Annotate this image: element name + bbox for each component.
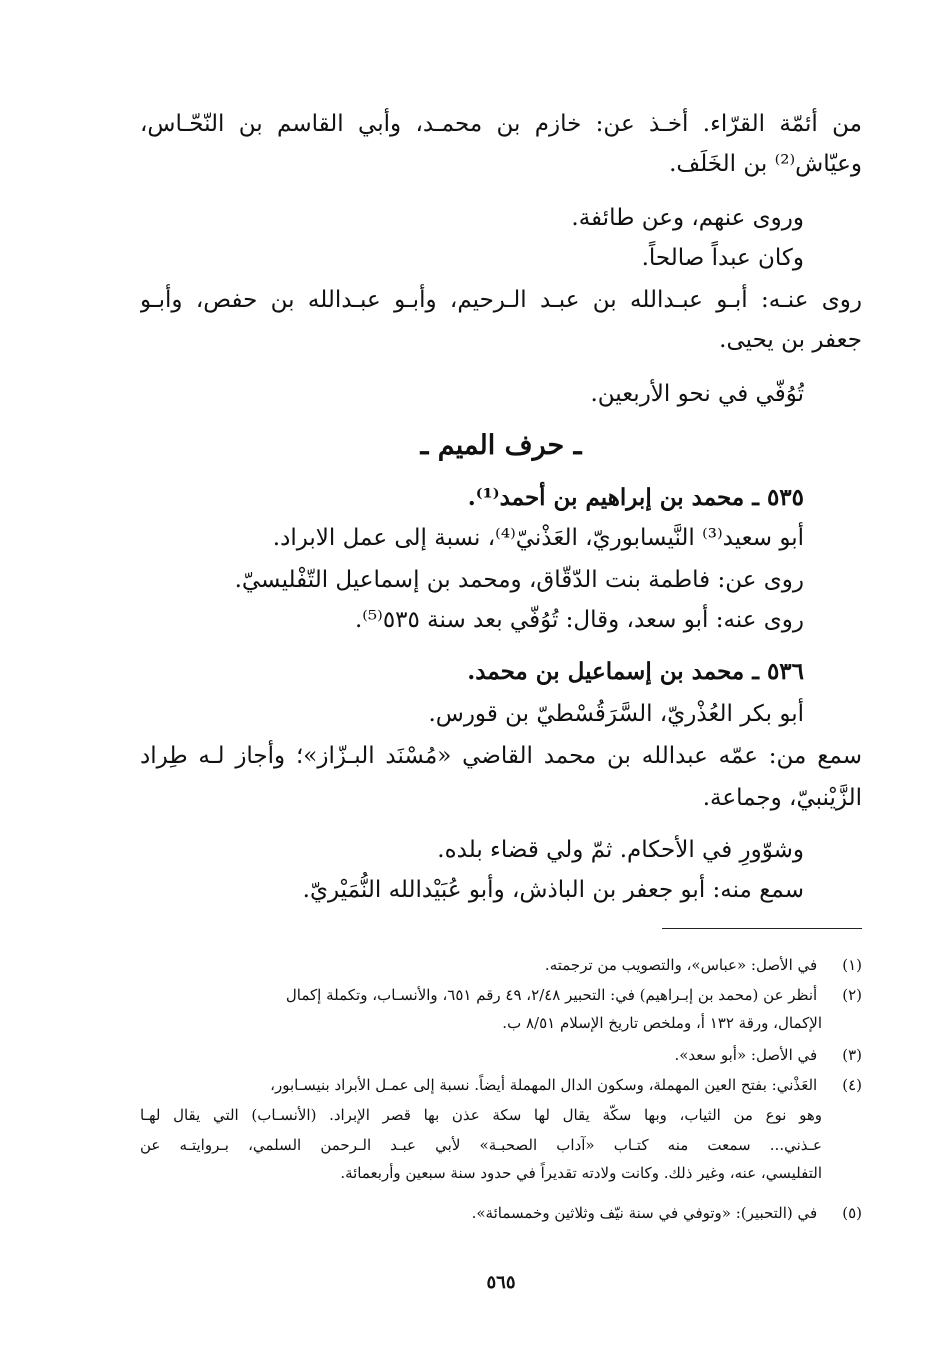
text-line: وشوّورِ في الأحكام. ثمّ ولي قضاء بلده. [437, 837, 804, 863]
footnote [140, 1072, 862, 1098]
text-line: سمع من: عمّه عبدالله بن محمد القاضي «مُسْنَد البـزّاز»؛ وأجاز لـه طِراد [140, 743, 862, 769]
footnote [140, 1042, 862, 1068]
footnote-text: في الأصل: «أبو سعد». [674, 1046, 818, 1064]
footnote-text: في الأصل: «عباس»، والتصويب من ترجمته. [544, 956, 818, 974]
page-number: ٥٦٥ [486, 1272, 516, 1293]
text-line: تُوُفّي في نحو الأربعين. [590, 381, 804, 407]
footnote-text: وهو نوع من الثياب، وبها سكّة يقال لها سكة عذن بها قصر الإبراد. (الأنسـاب) التي يقال لهـا [140, 1106, 822, 1124]
text-line: من أئمّة القرّاء. أخـذ عن: خازم بن محمـد، وأبي القاسم بن النّحّـاس، [140, 111, 862, 137]
text-line: وعيّاش⁽²⁾ بن الخَلَف. [669, 151, 862, 177]
footnote-text: الإكمال، ورقة ١٣٢ أ، وملخص تاريخ الإسلام ٨/٥١ ب. [502, 1014, 822, 1032]
footnote-number: (٤) [842, 1076, 862, 1094]
text-line: وروى عنهم، وعن طائفة. [571, 205, 804, 231]
footnote [140, 1200, 862, 1226]
text-line: أبو بكر العُذْريّ، السَّرَقُسْطيّ بن قورس. [428, 701, 804, 727]
footnote-text: العَذْني: بفتح العين المهملة، وسكون الدال المهملة أيضاً. نسبة إلى عمـل الأبراد بنيسـابور، [270, 1076, 818, 1094]
footnote-text: التفليسي، عنه، وغير ذلك. وكانت ولادته تقديراً في حدود سنة سبعين وأربعمائة. [340, 1164, 822, 1182]
text-line: أبو سعيد⁽³⁾ النَّيسابوريّ، العَذْنيّ⁽⁴⁾، نسبة إلى عمل الابراد. [272, 525, 804, 551]
footnote-text: عـذني... سمعت منه كتـاب «آداب الصحبـة» لأبي عبـد الـرحمن السلمي، بـروايتـه عن [140, 1136, 822, 1154]
footnote-number: (٣) [842, 1046, 862, 1064]
footnote-number: (٢) [842, 986, 862, 1004]
text-line: الزَّيْنبيّ، وجماعة. [702, 785, 862, 811]
text-line: روى عن: فاطمة بنت الدّقّاق، ومحمد بن إسماعيل التّفْليسيّ. [234, 567, 804, 593]
footnote [140, 982, 862, 1008]
footnote-text: في (التحبير): «وتوفي في سنة نيّف وثلاثين وخمسمائة». [471, 1204, 818, 1222]
footnote-divider [662, 928, 862, 929]
text-line: روى عنه: أبو سعد، وقال: تُوُفّي بعد سنة ٥٣٥⁽⁵⁾. [354, 607, 804, 633]
section-heading: ـ حرف الميم ـ [420, 430, 582, 461]
footnote-number: (٥) [842, 1204, 862, 1222]
book-page [140, 0, 862, 1370]
footnote [140, 952, 862, 978]
footnote-text: أنظر عن (محمد بن إبـراهيم) في: التحبير ٢/٤٨، ٤٩ رقم ٦٥١، والأنسـاب، وتكملة إكمال [285, 986, 818, 1004]
text-line: روى عنـه: أبـو عبـدالله بن عبـد الـرحيم، وأبـو عبـدالله بن حفص، وأبـو [140, 287, 862, 313]
footnote-number: (١) [842, 956, 862, 974]
entry-title: ٥٣٦ ـ محمد بن إسماعيل بن محمد. [467, 658, 804, 685]
text-line: جعفر بن يحيى. [719, 327, 862, 353]
entry-title: ٥٣٥ ـ محمد بن إبراهيم بن أحمد⁽¹⁾. [467, 484, 804, 511]
text-line: وكان عبداً صالحاً. [641, 245, 804, 271]
text-line: سمع منه: أبو جعفر بن الباذش، وأبو عُبَيْدالله النُّمَيْريّ. [302, 877, 804, 903]
